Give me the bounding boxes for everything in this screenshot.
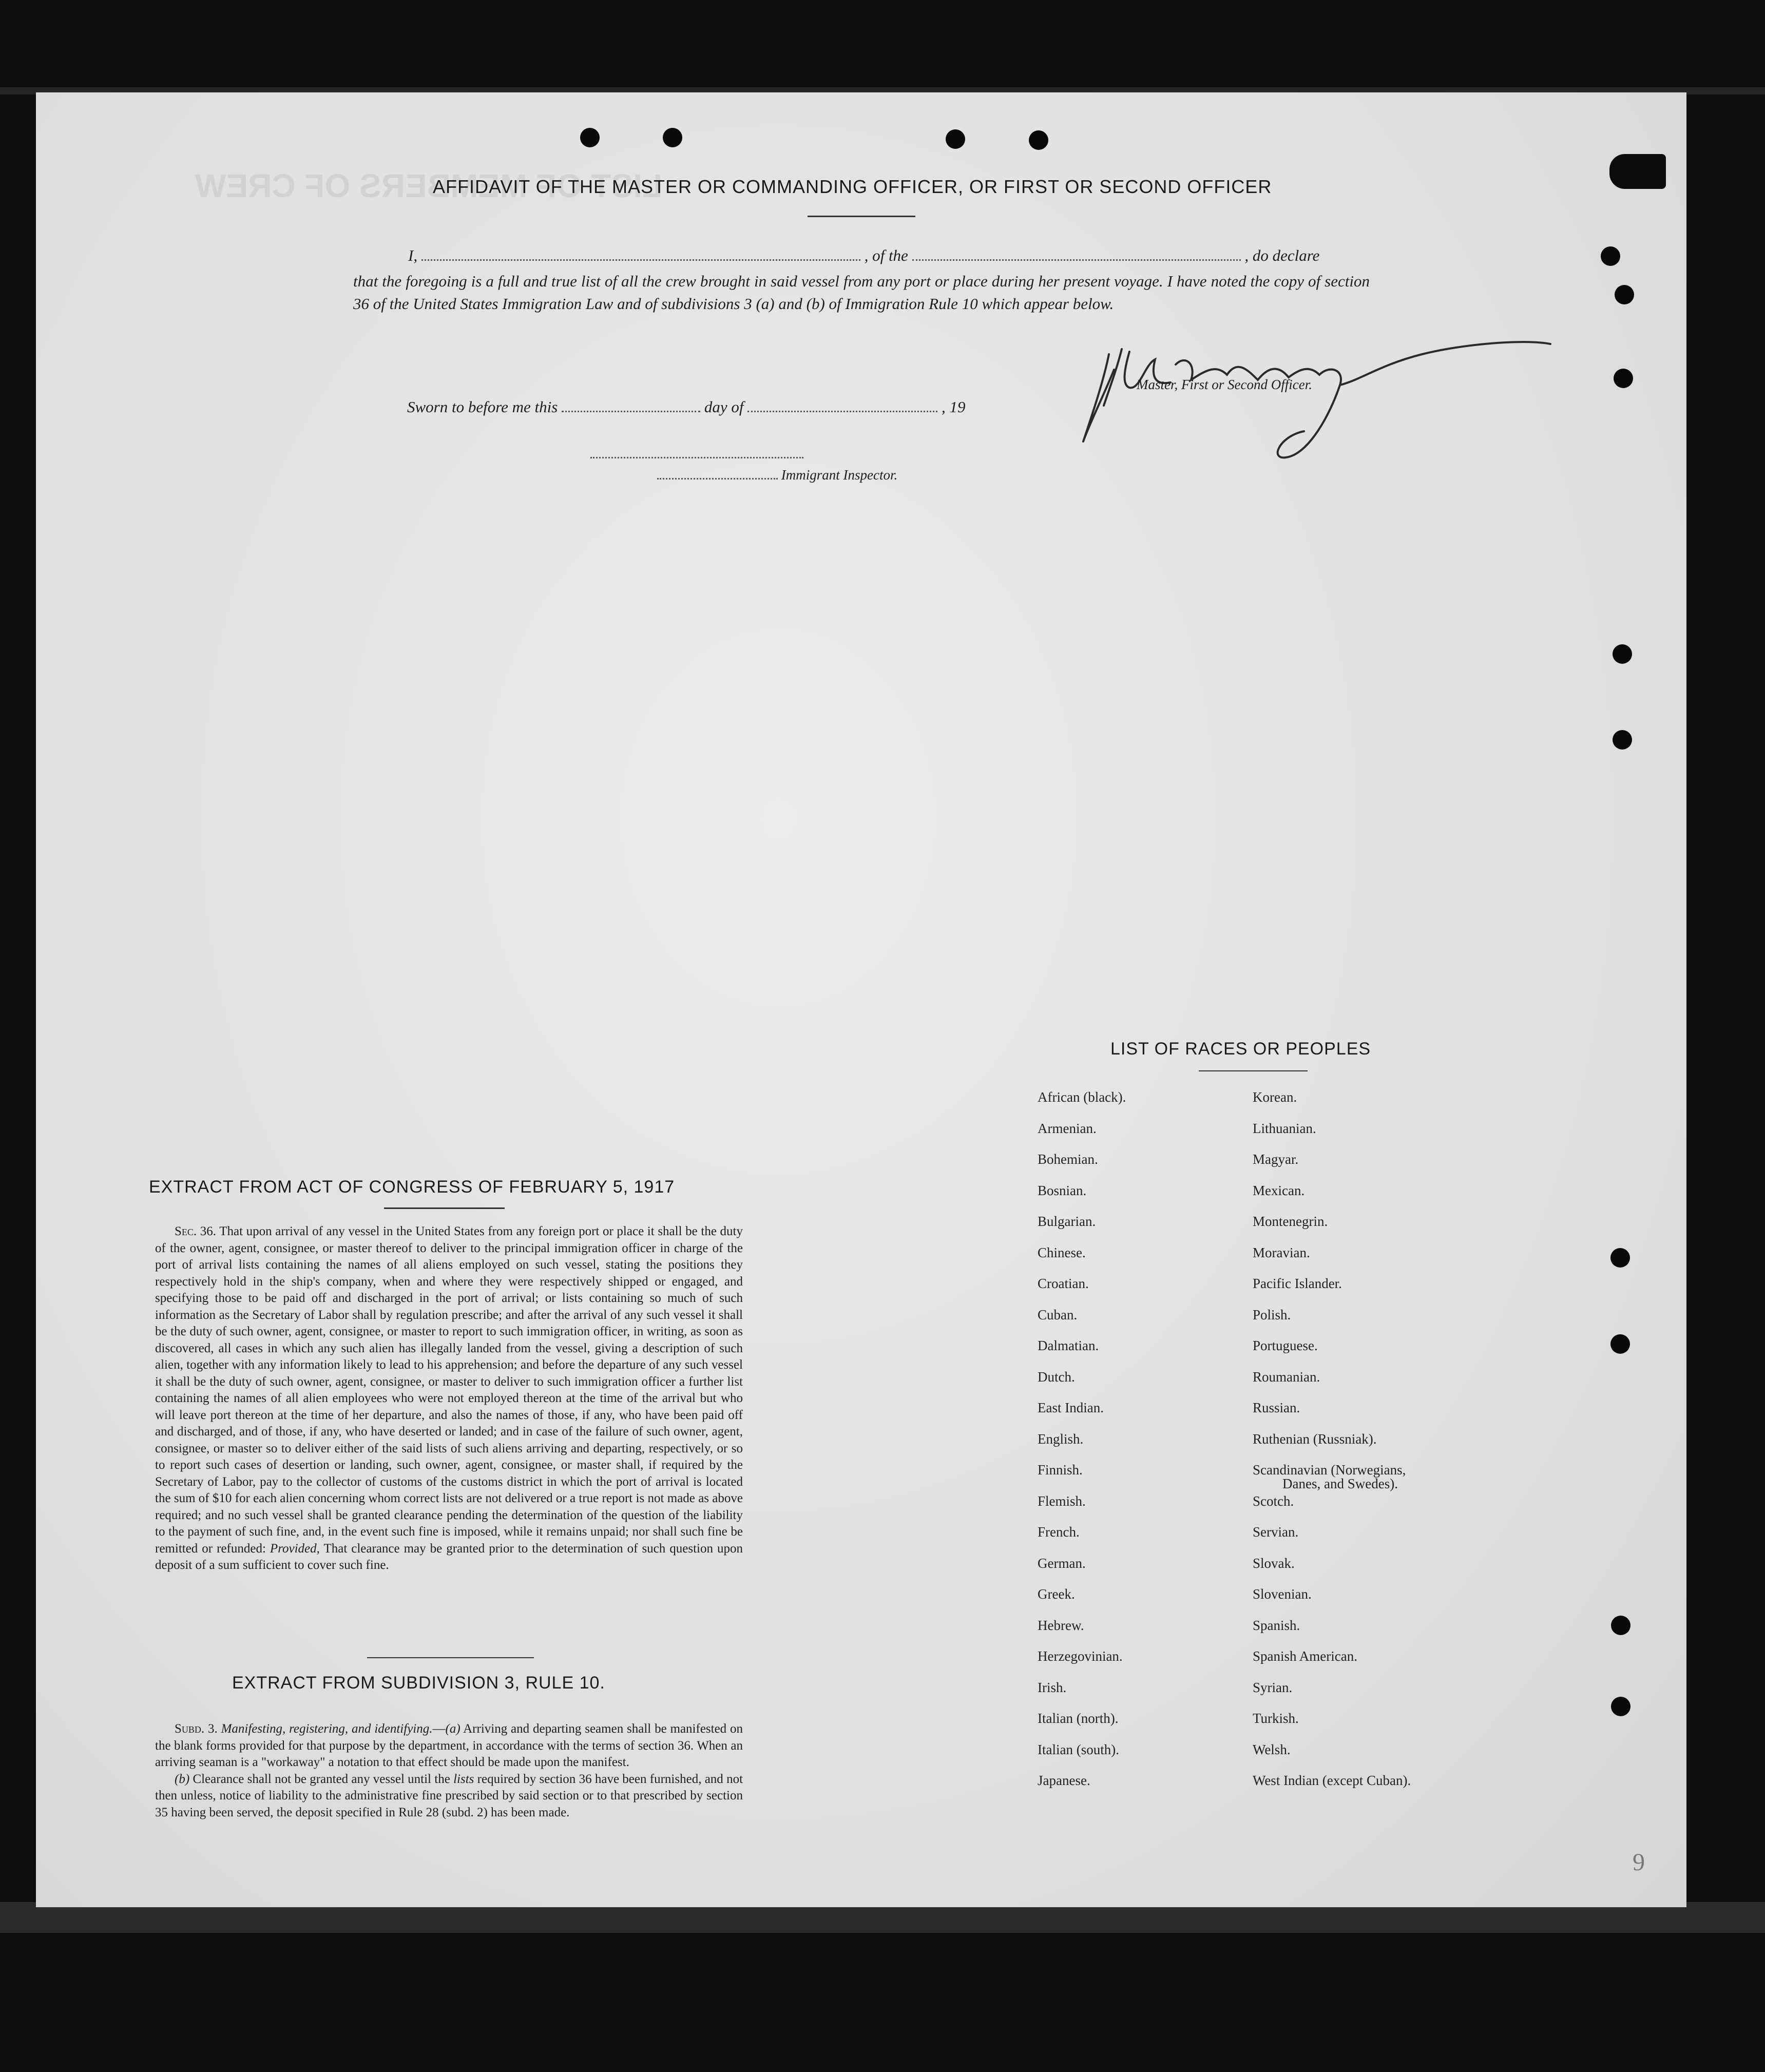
race-item: Servian. xyxy=(1253,1524,1299,1540)
race-item: Chinese. xyxy=(1038,1244,1086,1260)
race-item: Lithuanian. xyxy=(1253,1120,1316,1136)
sworn-line xyxy=(407,398,965,416)
races-title: LIST OF RACES OR PEOPLES xyxy=(1110,1039,1371,1059)
race-item: Irish. xyxy=(1038,1679,1067,1695)
binding-clip xyxy=(1609,154,1666,189)
race-item: Japanese. xyxy=(1038,1773,1090,1788)
of-the-label: , of the xyxy=(864,246,908,264)
race-item: Bohemian. xyxy=(1038,1152,1098,1167)
affidavit-title: AFFIDAVIT OF THE MASTER OR COMMANDING OFFICER, OR FIRST OR SECOND OFFICER xyxy=(433,176,1272,197)
race-item: Russian. xyxy=(1253,1400,1300,1415)
race-item: Hebrew. xyxy=(1038,1617,1084,1633)
race-item: Bosnian. xyxy=(1038,1182,1087,1198)
section-body-end: That clearance may be granted prior to the determination of such question upon deposit of a sum sufficient to cover such fine. xyxy=(155,1541,743,1572)
subdivision-a-text: Arriving and departing seamen shall be manifested on the blank forms provided for that purpose by the department, in accordance with the terms of section 36. When an arriving seaman is a "workaway" a notation to that effect should be made upon the manifest. xyxy=(155,1722,743,1769)
rule-10-text: Subd. 3. Manifesting, registering, and identifying.—(a) Arriving and departing seamen shall be manifested on the blank forms provided for that purpose by the department, in accordance with the terms of section 36. When an arriving seaman is a "workaway" a notation to that effect should be made upon the manifest. (b) Clearance shall not be granted any vessel until the lists required by section 36 have been furnished, and not then unless, notice of liability to the administrative fine prescribed by said section or to that prescribed by section 35 having been served, the deposit specified in Rule 28 (subd. 2) has been made. xyxy=(155,1722,743,1819)
race-item: Spanish American. xyxy=(1253,1648,1357,1664)
vessel-field[interactable] xyxy=(912,259,1241,261)
race-item: Portuguese. xyxy=(1253,1338,1318,1353)
race-item: Italian (north). xyxy=(1038,1711,1119,1726)
race-item: Scandinavian (Norwegians, xyxy=(1253,1462,1406,1478)
race-item: Bulgarian. xyxy=(1038,1214,1096,1229)
race-item: Spanish. xyxy=(1253,1617,1300,1633)
race-item: Montenegrin. xyxy=(1253,1214,1328,1229)
race-item: Korean. xyxy=(1253,1089,1297,1105)
race-item: Scotch. xyxy=(1253,1493,1294,1509)
i-label: I, xyxy=(408,246,418,264)
subdivision-b-text-2: required by section 36 have been furnished, and not then unless, notice of liability to the administrative fine prescribed by said section or to that prescribed by section 35 having been served, the deposit specified in Rule 28 (subd. 2) has been made. xyxy=(155,1772,743,1819)
title-divider xyxy=(808,216,915,217)
punch-hole xyxy=(1613,730,1632,750)
punch-hole xyxy=(1615,285,1634,304)
declaration-line xyxy=(408,246,1319,265)
race-item: English. xyxy=(1038,1431,1084,1447)
handwritten-signature xyxy=(1073,334,1556,467)
punch-hole xyxy=(1613,644,1632,664)
day-field[interactable] xyxy=(562,411,700,412)
subdivision-a-label: (a) xyxy=(445,1722,461,1736)
race-item: West Indian (except Cuban). xyxy=(1253,1773,1411,1788)
name-field[interactable] xyxy=(421,259,860,261)
race-item: Welsh. xyxy=(1253,1741,1291,1757)
race-item: Herzegovinian. xyxy=(1038,1648,1123,1664)
punch-hole xyxy=(1610,1248,1630,1268)
race-item: Magyar. xyxy=(1253,1152,1299,1167)
race-item: Finnish. xyxy=(1038,1462,1083,1478)
race-item: Italian (south). xyxy=(1038,1741,1119,1757)
race-item: Slovenian. xyxy=(1253,1586,1312,1602)
punch-hole xyxy=(1610,1334,1630,1354)
race-item: Turkish. xyxy=(1253,1711,1299,1726)
act-section-36-text xyxy=(155,1223,743,1574)
punch-hole xyxy=(1029,130,1048,150)
inspector-signature-field[interactable] xyxy=(590,447,803,458)
inspector-name-field[interactable] xyxy=(657,478,778,479)
day-of-label: day of xyxy=(704,398,744,416)
race-item: Flemish. xyxy=(1038,1493,1086,1509)
inspector-label: Immigrant Inspector. xyxy=(781,467,898,483)
declare-label: , do declare xyxy=(1244,246,1320,264)
subdivision-b-lists: lists xyxy=(453,1772,474,1786)
punch-hole xyxy=(946,129,965,149)
punch-hole xyxy=(1601,246,1620,266)
race-item: Armenian. xyxy=(1038,1120,1097,1136)
race-item: Cuban. xyxy=(1038,1307,1078,1322)
subdivision-b-text-1: Clearance shall not be granted any vessel until the xyxy=(193,1772,450,1786)
race-item: Roumanian. xyxy=(1253,1369,1320,1385)
section-body: That upon arrival of any vessel in the United States from any foreign port or place it shall be the duty of the owner, agent, consignee, or master thereof to deliver to the principal immigration officer in charge of the port of arrival lists containing the names of all aliens employed on such vessel, stating the positions they respectively hold in the ship's company, when and where they were respectively shipped or engaged, and specifying those to be paid off and discharged in the port of arrival; or lists containing so much of such information as the Secretary of Labor shall by regulation prescribe; and after the arrival of any such vessel it shall be the duty of such owner, agent, consignee, or master to report to such immigration officer, in writing, as soon as discovered, all cases in which any such alien has illegally landed from the vessel, giving a description of such alien, together with any information likely to lead to his apprehension; and before the departure of any such vessel it shall be the duty of such owner, agent, consignee, or master to deliver to such immigration officer a further list containing the names of all alien employees who were not employed thereon at the time of the arrival but who will leave port thereon at the time of her departure, and also the names of those, if any, who have been paid off and discharged, and of those, if any, who have deserted or landed; and in case of the failure of such owner, agent, consignee, or master so to deliver either of the said lists of such aliens arriving and departing, respectively, or so to report such cases of desertion or landing, such owner, agent, consignee, or master shall, if required by the Secretary of Labor, pay to the collector of customs of the customs district in which the port of arrival is located the sum of $10 for each alien concerning whom correct lists are not delivered or a true report is not made as above required; and no such vessel shall be granted clearance pending the determination of the question of the liability to the payment of such fine, and, in the event such fine is imposed, while it remains unpaid; nor shall such fine be remitted or refunded: xyxy=(155,1224,743,1556)
race-item: Croatian. xyxy=(1038,1276,1089,1291)
race-item: Dalmatian. xyxy=(1038,1338,1099,1353)
race-item: Danes, and Swedes). xyxy=(1282,1476,1398,1491)
act-title: EXTRACT FROM ACT OF CONGRESS OF FEBRUARY 5, 1917 xyxy=(149,1177,675,1197)
punch-hole xyxy=(663,128,682,147)
race-item: Mexican. xyxy=(1253,1182,1305,1198)
punch-hole xyxy=(1614,369,1633,388)
race-item: Greek. xyxy=(1038,1586,1075,1602)
race-item: Ruthenian (Russniak). xyxy=(1253,1431,1377,1447)
master-signature-label: Master, First or Second Officer. xyxy=(1137,377,1312,392)
punch-hole xyxy=(1611,1616,1630,1635)
subdivision-b-label: (b) xyxy=(175,1772,190,1786)
handwritten-note: 9 xyxy=(1633,1849,1645,1876)
bleed-through-heading: LIST OF MEMBERS OF CREW xyxy=(195,167,663,204)
affidavit-statement: that the foregoing is a full and true list of all the crew brought in said vessel from any port or place during her present voyage. I have noted the copy of section 36 of the United States Immigration Law and of subdivisions 3 (a) and (b) of Immigration Rule 10 which appear below. xyxy=(353,272,1370,313)
provided-label: Provided, xyxy=(270,1541,320,1556)
punch-hole xyxy=(1611,1697,1630,1716)
rule-title: EXTRACT FROM SUBDIVISION 3, RULE 10. xyxy=(232,1673,605,1693)
race-item: East Indian. xyxy=(1038,1400,1104,1415)
race-item: French. xyxy=(1038,1524,1080,1540)
race-item: German. xyxy=(1038,1555,1086,1571)
subdivision-label: Subd. 3. xyxy=(175,1722,218,1736)
races-title-divider xyxy=(1199,1070,1308,1071)
race-item: Dutch. xyxy=(1038,1369,1075,1385)
section-divider xyxy=(367,1657,534,1658)
race-item: African (black). xyxy=(1038,1089,1126,1105)
race-item: Slovak. xyxy=(1253,1555,1295,1571)
month-field[interactable] xyxy=(747,411,937,412)
race-item: Syrian. xyxy=(1253,1679,1293,1695)
act-title-divider xyxy=(384,1207,505,1209)
race-item: Polish. xyxy=(1253,1307,1291,1322)
race-item: Moravian. xyxy=(1253,1244,1310,1260)
race-item: Pacific Islander. xyxy=(1253,1276,1342,1291)
punch-hole xyxy=(580,128,600,147)
inspector-line xyxy=(657,467,897,483)
sworn-label: Sworn to before me this xyxy=(407,398,558,416)
year-label: , 19 xyxy=(941,398,966,416)
section-label: Sec. 36. xyxy=(175,1224,217,1238)
subdivision-heading: Manifesting, registering, and identifying. xyxy=(221,1722,433,1736)
